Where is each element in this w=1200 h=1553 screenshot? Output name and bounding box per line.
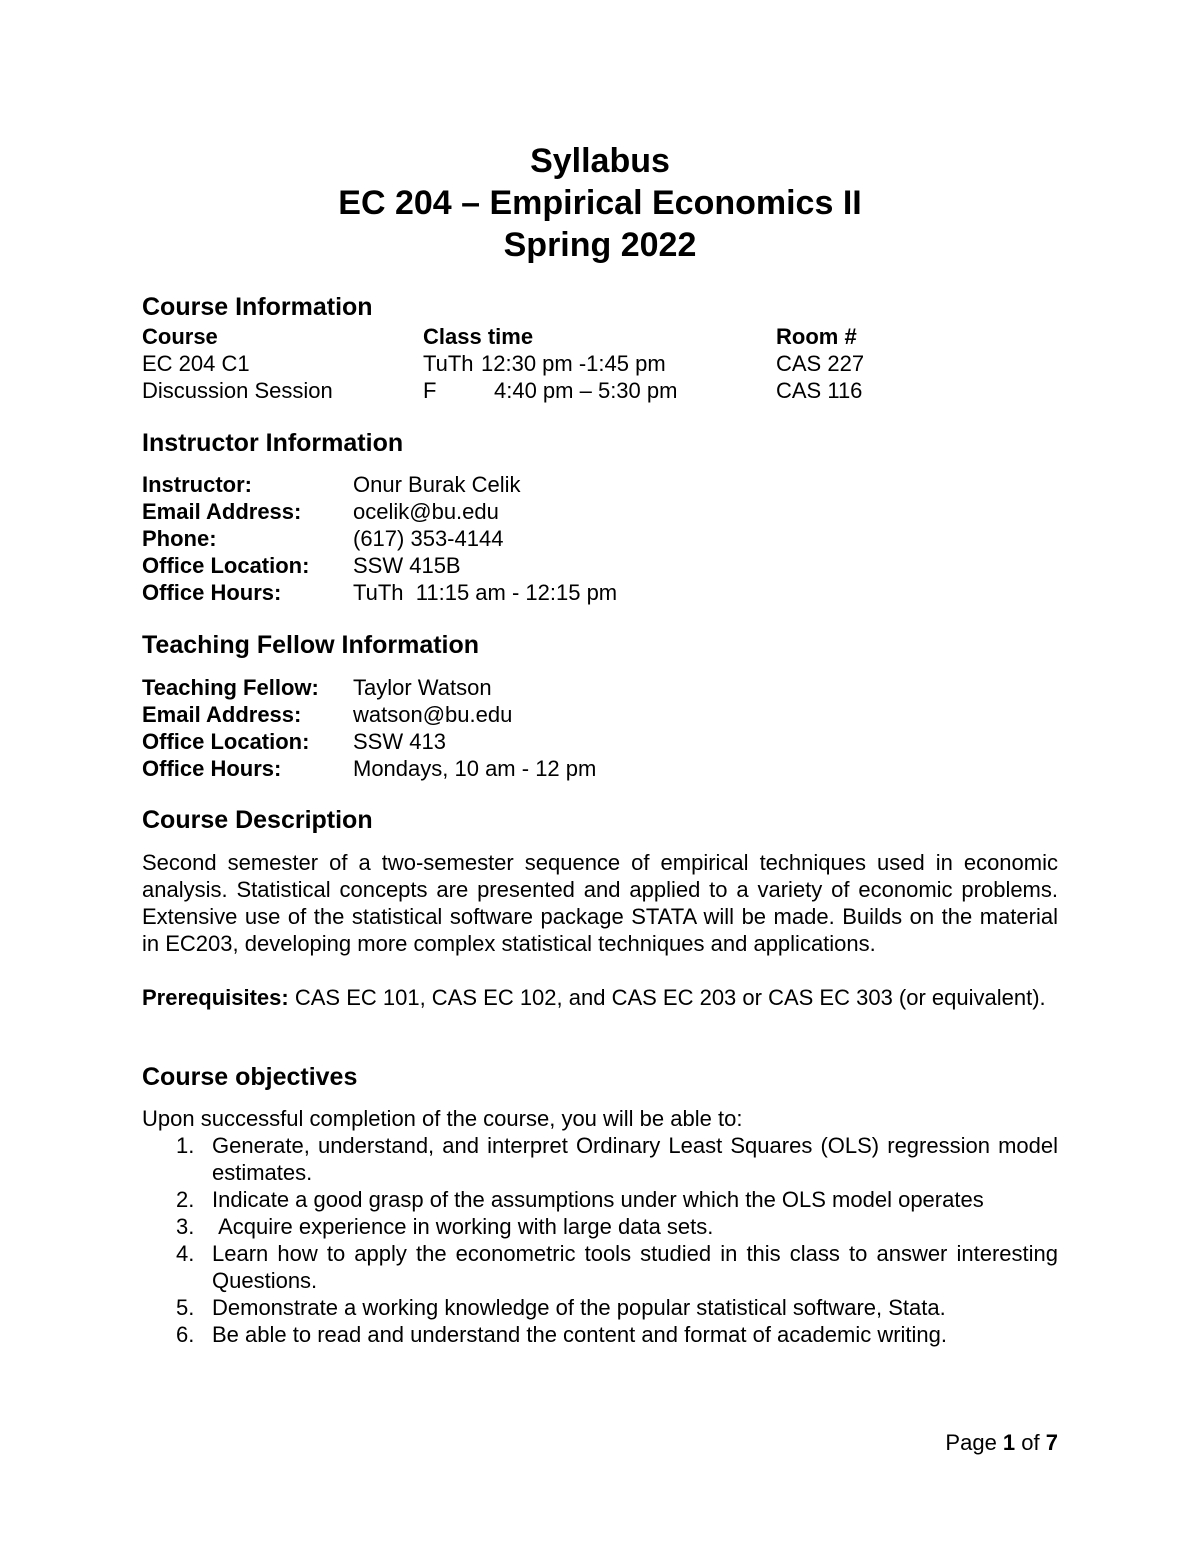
title-line-course: EC 204 – Empirical Economics II [338, 184, 862, 222]
page-number [945, 1429, 1058, 1456]
list-item [142, 1294, 1058, 1321]
list-item-text: Learn how to apply the econometric tools studied in this class to answer interesting Questions. [212, 1241, 1058, 1293]
day-cell: F [423, 378, 437, 403]
field-value: watson@bu.edu [353, 702, 513, 727]
list-item-number: 2. [176, 1187, 195, 1212]
day-cell: TuTh [423, 351, 474, 376]
teaching-fellow-heading: Teaching Fellow Information [142, 631, 480, 659]
field-value: (617) 353-4144 [353, 526, 504, 551]
course-description-text: Second semester of a two-semester sequence of empirical techniques used in economic analysis. Statistical concepts are presented and applied to a variety of economic problems. Extensive use of the statistical software package STATA will be made. Builds on the material in EC203, developing more complex statistical techniques and applications. [142, 850, 1058, 956]
prerequisites-text: CAS EC 101, CAS EC 102, and CAS EC 203 or CAS EC 303 (or equivalent). [288, 985, 1046, 1010]
list-item-number: 1. [176, 1133, 195, 1158]
title-line-term: Spring 2022 [503, 226, 697, 264]
col-header-room: Room # [776, 324, 857, 349]
list-item [142, 1213, 1058, 1240]
prerequisites [142, 984, 1058, 1011]
time-cell: 12:30 pm -1:45 pm [481, 351, 666, 376]
list-item [142, 1321, 1058, 1348]
page-total: 7 [1045, 1430, 1058, 1455]
list-item-number: 4. [176, 1241, 195, 1266]
field-value: ocelik@bu.edu [353, 499, 499, 524]
field-value: SSW 415B [353, 553, 461, 578]
list-item-text: Be able to read and understand the content and format of academic writing. [212, 1322, 948, 1347]
page-current: 1 [1002, 1430, 1016, 1455]
instructor-information-heading: Instructor Information [142, 429, 404, 457]
title-line-syllabus: Syllabus [530, 142, 670, 180]
field-value: TuTh 11:15 am - 12:15 pm [353, 580, 618, 605]
field-label: Phone: [142, 526, 217, 551]
list-item [142, 1132, 1058, 1186]
list-item-number: 3. [176, 1214, 195, 1239]
field-label: Office Hours: [142, 580, 282, 605]
prerequisites-label: Prerequisites: [142, 985, 289, 1010]
list-item-text: Demonstrate a working knowledge of the popular statistical software, Stata. [212, 1295, 946, 1320]
list-item-number: 6. [176, 1322, 195, 1347]
field-label: Office Hours: [142, 756, 282, 781]
list-item-text: Generate, understand, and interpret Ordinary Least Squares (OLS) regression model estimates. [212, 1133, 1058, 1185]
field-label: Office Location: [142, 729, 310, 754]
col-header-course: Course [142, 324, 218, 349]
course-cell: EC 204 C1 [142, 351, 250, 376]
field-value: SSW 413 [353, 729, 446, 754]
page-of: of [1015, 1430, 1046, 1455]
course-objectives-heading: Course objectives [142, 1063, 358, 1091]
room-cell: CAS 227 [776, 351, 865, 376]
document-title [0, 140, 1200, 266]
field-label: Email Address: [142, 499, 302, 524]
list-item [142, 1186, 1058, 1213]
field-label: Email Address: [142, 702, 302, 727]
field-value: Taylor Watson [353, 675, 492, 700]
course-information-heading: Course Information [142, 293, 373, 321]
field-value: Mondays, 10 am - 12 pm [353, 756, 597, 781]
field-label: Office Location: [142, 553, 310, 578]
field-value: Onur Burak Celik [353, 472, 521, 497]
objectives-intro: Upon successful completion of the course, you will be able to: [142, 1106, 743, 1131]
list-item-text: Acquire experience in working with large data sets. [212, 1214, 714, 1239]
course-cell: Discussion Session [142, 378, 333, 403]
page-word: Page [945, 1430, 1003, 1455]
col-header-class-time: Class time [423, 324, 534, 349]
course-description-heading: Course Description [142, 806, 373, 834]
time-cell: 4:40 pm – 5:30 pm [494, 378, 678, 403]
field-label: Instructor: [142, 472, 252, 497]
field-label: Teaching Fellow: [142, 675, 319, 700]
objectives-list [142, 1132, 1058, 1348]
room-cell: CAS 116 [776, 378, 863, 403]
list-item-number: 5. [176, 1295, 195, 1320]
list-item-text: Indicate a good grasp of the assumptions under which the OLS model operates [212, 1187, 984, 1212]
list-item [142, 1240, 1058, 1294]
